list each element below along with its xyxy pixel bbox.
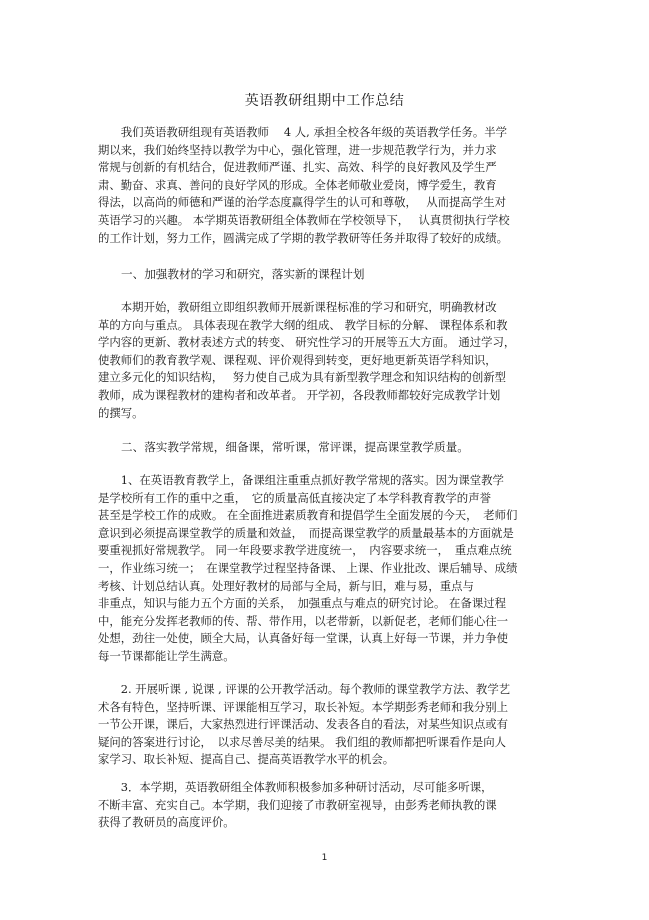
text-line: 要重视抓好常规教学。 同一年段要求教学进度统一， 内容要求统一， 重点难点统 [98,543,512,558]
text-line: 学内容的更新、教材表述方式的转变、 研究性学习的开展等五大方面。 通过学习， [98,335,516,350]
intro-paragraph [98,124,558,247]
text-line: 甚至是学校工作的成败。 在全面推进素质教育和提倡学生全面发展的今天， 老师们 [98,508,518,523]
text-line: 3．本学期，英语教研组全体教师积极参加多种研讨活动，尽可能多听课， [98,780,493,794]
text-line: 我们英语教研组现有英语教师 4 人, 承担全校各年级的英语教学任务。半学 [98,125,508,139]
text-line: 获得了教研员的高度评价。 [98,815,235,830]
section-2-paragraph-3 [98,779,558,832]
text-line: 本期开始，教研组立即组织教师开展新课程标准的学习和研究，明确教材改 [98,300,497,314]
text-line: 每一节课都能让学生满意。 [98,648,235,663]
text-line: 英语学习的兴趣。 本学期英语教研组全体教师在学校领导下， 认真贯彻执行学校 [98,212,510,227]
text-line: 得法，以高尚的师德和严谨的治学态度赢得学生的认可和尊敬， 从而提高学生对 [98,195,506,210]
section-heading-2: 二、落实教学常规，细备课，常听课，常评课，提高课堂教学质量。 [121,440,469,454]
section-2-paragraph-1 [98,472,558,666]
text-line: 家学习、取长补短、提高自己、提高英语教学水平的机会。 [98,752,395,767]
text-line: 是学校所有工作的重中之重， 它的质量高低直接决定了本学科教育教学的声誉 [98,490,491,505]
text-line: 一节公开课，课后，大家热烈进行评课活动、发表各自的看法，对某些知识点或有 [98,717,509,732]
document-title: 英语教研组期中工作总结 [244,93,405,109]
text-line: 1、在英语教育教学上，备课组注重重点抓好教学常规的落实。因为课堂教学 [98,473,504,487]
text-line: 术各有特色，坚持听课、评课能相互学习，取长补短。本学期彭秀老师和我分别上 [98,699,509,714]
text-line: 意识到必须提高课堂教学的质量和效益， 而提高课堂教学的质量最基本的方面就是 [98,525,514,540]
section-1-paragraph [98,299,558,422]
text-line: 的撰写。 [98,405,144,420]
text-line: 处想，劲往一处使，顾全大局，认真备好每一堂课，认真上好每一节课，并力争使 [98,631,509,646]
text-line: 疑问的答案进行讨论， 以求尽善尽美的结果。 我们组的教师都把听课看作是向人 [98,734,506,749]
text-line: 中，能充分发挥老教师的传、帮、带作用，以老带新，以新促老，老师们能心往一 [98,613,509,628]
text-line: 建立多元化的知识结构， 努力使自己成为具有新型教学理念和知识结构的创新型 [98,370,506,385]
section-2-paragraph-2 [98,681,558,769]
text-line: 非重点，知识与能力五个方面的关系， 加强重点与难点的研究讨论。 在备课过程 [98,596,506,611]
text-line: 2. 开展听课 , 说课 , 评课的公开教学活动。每个教师的课堂教学方法、教学艺 [98,682,511,696]
text-line: 的工作计划，努力工作，圆满完成了学期的教学教研等任务并取得了较好的成绩。 [98,230,509,245]
page-number: 1 [321,853,328,863]
text-line: 革的方向与重点。 具体表现在教学大纲的组成、 教学目标的分解、 课程体系和教 [98,317,508,332]
text-line: 常规与创新的有机结合，促进教师严谨、扎实、高效、科学的良好教风及学生严 [98,160,497,175]
text-line: 教师，成为课程教材的建构者和改革者。 开学初，各段教师都较好完成教学计划 [98,387,501,402]
text-line: 肃、勤奋、求真、善问的良好学风的形成。全体老师敬业爱岗，博学爱生，教育 [98,177,497,192]
text-line: 使教师们的教育教学观、课程观、评价观得到转变，更好地更新英语学科知识， [98,352,497,367]
text-line: 期以来，我们始终坚持以教学为中心，强化管理，进一步规范教学行为，并力求 [98,142,497,157]
text-line: 不断丰富、充实自己。本学期，我们迎接了市教研室视导，由彭秀老师执教的课 [98,797,497,812]
text-line: 一，作业练习统一； 在课堂教学过程坚持备课、 上课、作业批改、课后辅导、成绩 [98,560,518,575]
text-line: 考核、计划总结认真。处理好教材的局部与全局，新与旧，难与易，重点与 [98,578,474,593]
section-heading-1: 一、加强教材的学习和研究，落实新的课程计划 [121,267,365,281]
